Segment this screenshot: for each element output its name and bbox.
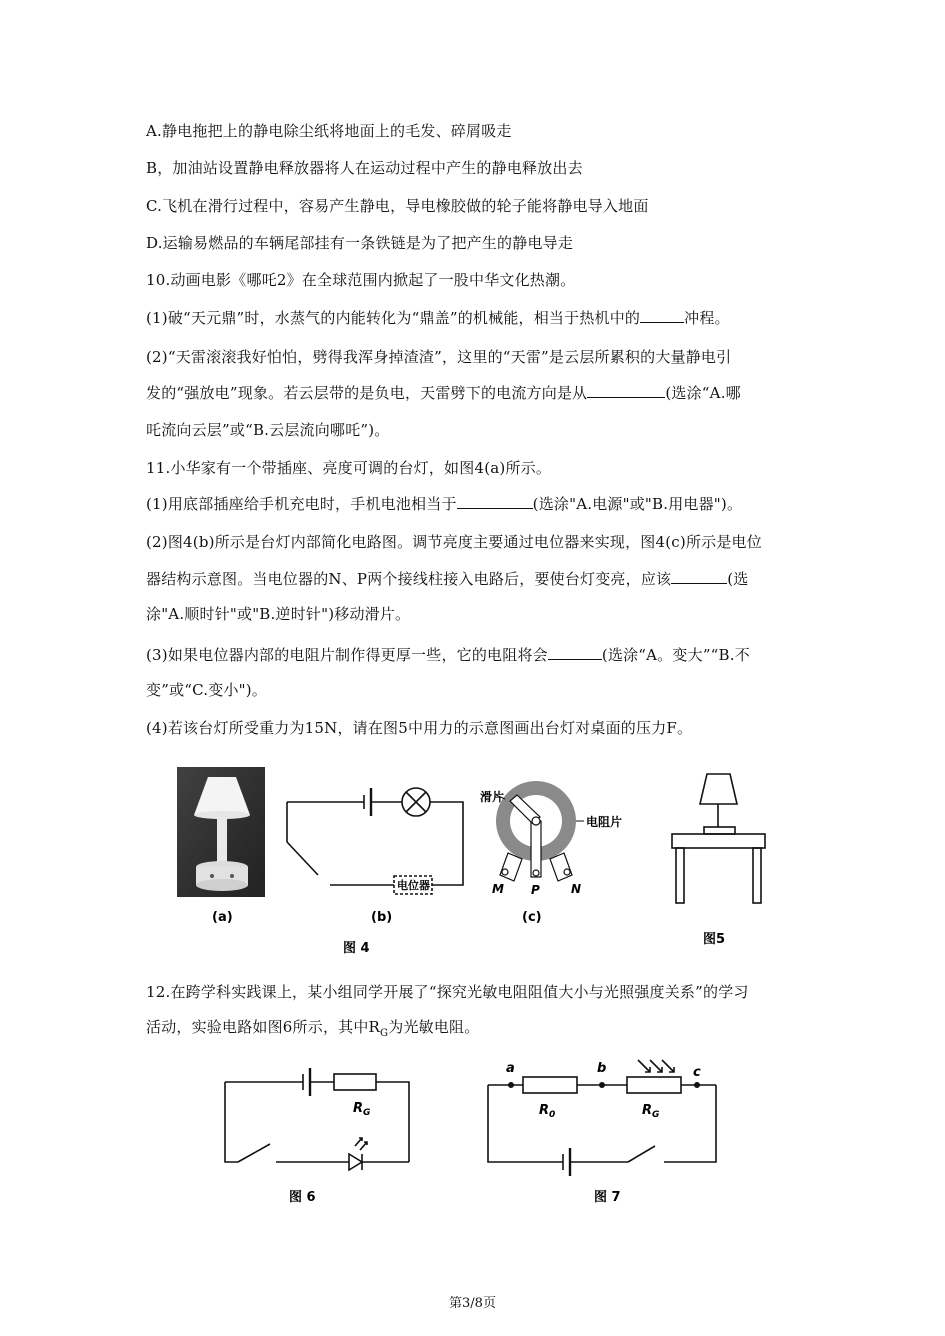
fig7-point-a: a	[506, 1061, 515, 1076]
q11-part3-blank[interactable]	[548, 645, 602, 660]
fig7-r0-sub: 0	[549, 1110, 556, 1120]
q12-subscript: G	[380, 1028, 389, 1039]
fig7-point-c: c	[693, 1065, 701, 1080]
node-a	[508, 1082, 514, 1088]
lamp-photo	[177, 767, 265, 897]
page-number: 第3/8页	[449, 1296, 496, 1311]
fig7-r0-label	[539, 1103, 555, 1120]
q10-part1-blank[interactable]	[640, 308, 684, 323]
figure-4-5	[0, 755, 945, 975]
terminal-p: P	[531, 883, 540, 897]
q10-part1-text: (1)破“天元鼎”时，水蒸气的内能转化为“鼎盖”的机械能，相当于热机中的	[146, 309, 641, 327]
q11-part2-line3: 涂"A.顺时针"或"B.逆时针")移动滑片。	[146, 605, 411, 623]
q11-part4: (4)若该台灯所受重力为15N，请在图5中用力的示意图画出台灯对桌面的压力F。	[146, 719, 693, 737]
terminal-m: M	[492, 882, 504, 896]
circuit-fig7	[488, 1060, 716, 1176]
q10-part1	[146, 308, 730, 328]
q11-part3-line1	[146, 645, 750, 665]
q11-part3-line2: 变”或“C.变小")。	[146, 681, 267, 699]
option-b: B，加油站设置静电释放器将人在运动过程中产生的静电释放出去	[146, 159, 583, 177]
q12-line2	[146, 1017, 479, 1044]
q10-part2-line3: 吒流向云层”或“B.云层流向哪吒”)。	[146, 421, 390, 439]
node-b	[599, 1082, 605, 1088]
q11-part3-choice: (选涂“A。变大”“B.不	[601, 646, 750, 664]
potentiometer-label: 电位器	[397, 879, 430, 892]
q11-part1-text: (1)用底部插座给手机充电时，手机电池相当于	[146, 495, 457, 513]
fig7-point-b: b	[597, 1061, 607, 1076]
q10-part2-line1: (2)“天雷滚滚我好怕怕，劈得我浑身掉渣渣”，这里的“天雷”是云层所累积的大量静电引	[146, 348, 732, 366]
figure-6-7	[0, 1058, 945, 1218]
fig6-r: R	[353, 1101, 364, 1116]
q12-text: 活动，实验电路如图6所示，其中R	[146, 1018, 381, 1036]
fig5-caption: 图5	[703, 932, 726, 947]
q10-part2-choice: (选涂“A.哪	[665, 384, 741, 402]
slider-label: 滑片	[480, 790, 505, 804]
q11-part2-choice: (选	[727, 570, 749, 588]
q11-part1	[146, 494, 742, 514]
resistor-strip-label: 电阻片	[586, 815, 623, 829]
q12-tail: 为光敏电阻。	[388, 1018, 480, 1036]
q11-part1-blank[interactable]	[457, 494, 533, 509]
q10-part2-blank[interactable]	[587, 383, 665, 398]
fig7-rg-label	[642, 1103, 659, 1120]
q10-stem: 10.动画电影《哪吒2》在全球范围内掀起了一股中华文化热潮。	[146, 271, 576, 289]
option-c: C.飞机在滑行过程中，容易产生静电，导电橡胶做的轮子能将静电导入地面	[146, 197, 649, 215]
fig7-caption: 图 7	[594, 1190, 621, 1205]
fig6-caption: 图 6	[289, 1190, 316, 1205]
fig7-rg: R	[642, 1103, 653, 1118]
circuit-b	[287, 788, 463, 894]
node-c	[694, 1082, 700, 1088]
fig4-label-a: (a)	[212, 910, 233, 925]
fig7-rg-sub: G	[652, 1110, 660, 1120]
circuit-fig6	[225, 1068, 409, 1170]
q10-part2-text: 发的“强放电”现象。若云层带的是负电，天雷劈下的电流方向是从	[146, 384, 588, 402]
q11-part2-text: 器结构示意图。当电位器的N、P两个接线柱接入电路后，要使台灯变亮，应该	[146, 570, 672, 588]
q11-part2-blank[interactable]	[671, 569, 727, 584]
fig4-label-c: (c)	[522, 910, 542, 925]
fig4-caption: 图 4	[343, 941, 370, 956]
lamp-on-table	[672, 774, 765, 903]
fig7-r0: R	[539, 1103, 550, 1118]
q10-part1-tail: 冲程。	[684, 309, 730, 327]
q11-part3-text: (3)如果电位器内部的电阻片制作得更厚一些，它的电阻将会	[146, 646, 548, 664]
option-d: D.运输易燃品的车辆尾部挂有一条铁链是为了把产生的静电导走	[146, 234, 574, 252]
q11-part2-line2	[146, 569, 749, 589]
potentiometer-c	[496, 781, 584, 881]
option-a: A.静电拖把上的静电除尘纸将地面上的毛发、碎屑吸走	[146, 122, 512, 140]
fig6-resistor-label	[353, 1101, 370, 1118]
q11-stem: 11.小华家有一个带插座、亮度可调的台灯，如图4(a)所示。	[146, 459, 552, 477]
q12-line1: 12.在跨学科实践课上，某小组同学开展了“探究光敏电阻阻值大小与光照强度关系”的学习	[146, 983, 749, 1001]
fig6-r-sub: G	[363, 1108, 371, 1118]
q11-part2-line1: (2)图4(b)所示是台灯内部简化电路图。调节亮度主要通过电位器来实现，图4(c)所示是电位	[146, 533, 762, 551]
fig4-label-b: (b)	[371, 910, 393, 925]
q10-part2-line2	[146, 383, 741, 403]
q11-part1-tail: (选涂"A.电源"或"B.用电器")。	[532, 495, 743, 513]
terminal-n: N	[571, 882, 582, 896]
